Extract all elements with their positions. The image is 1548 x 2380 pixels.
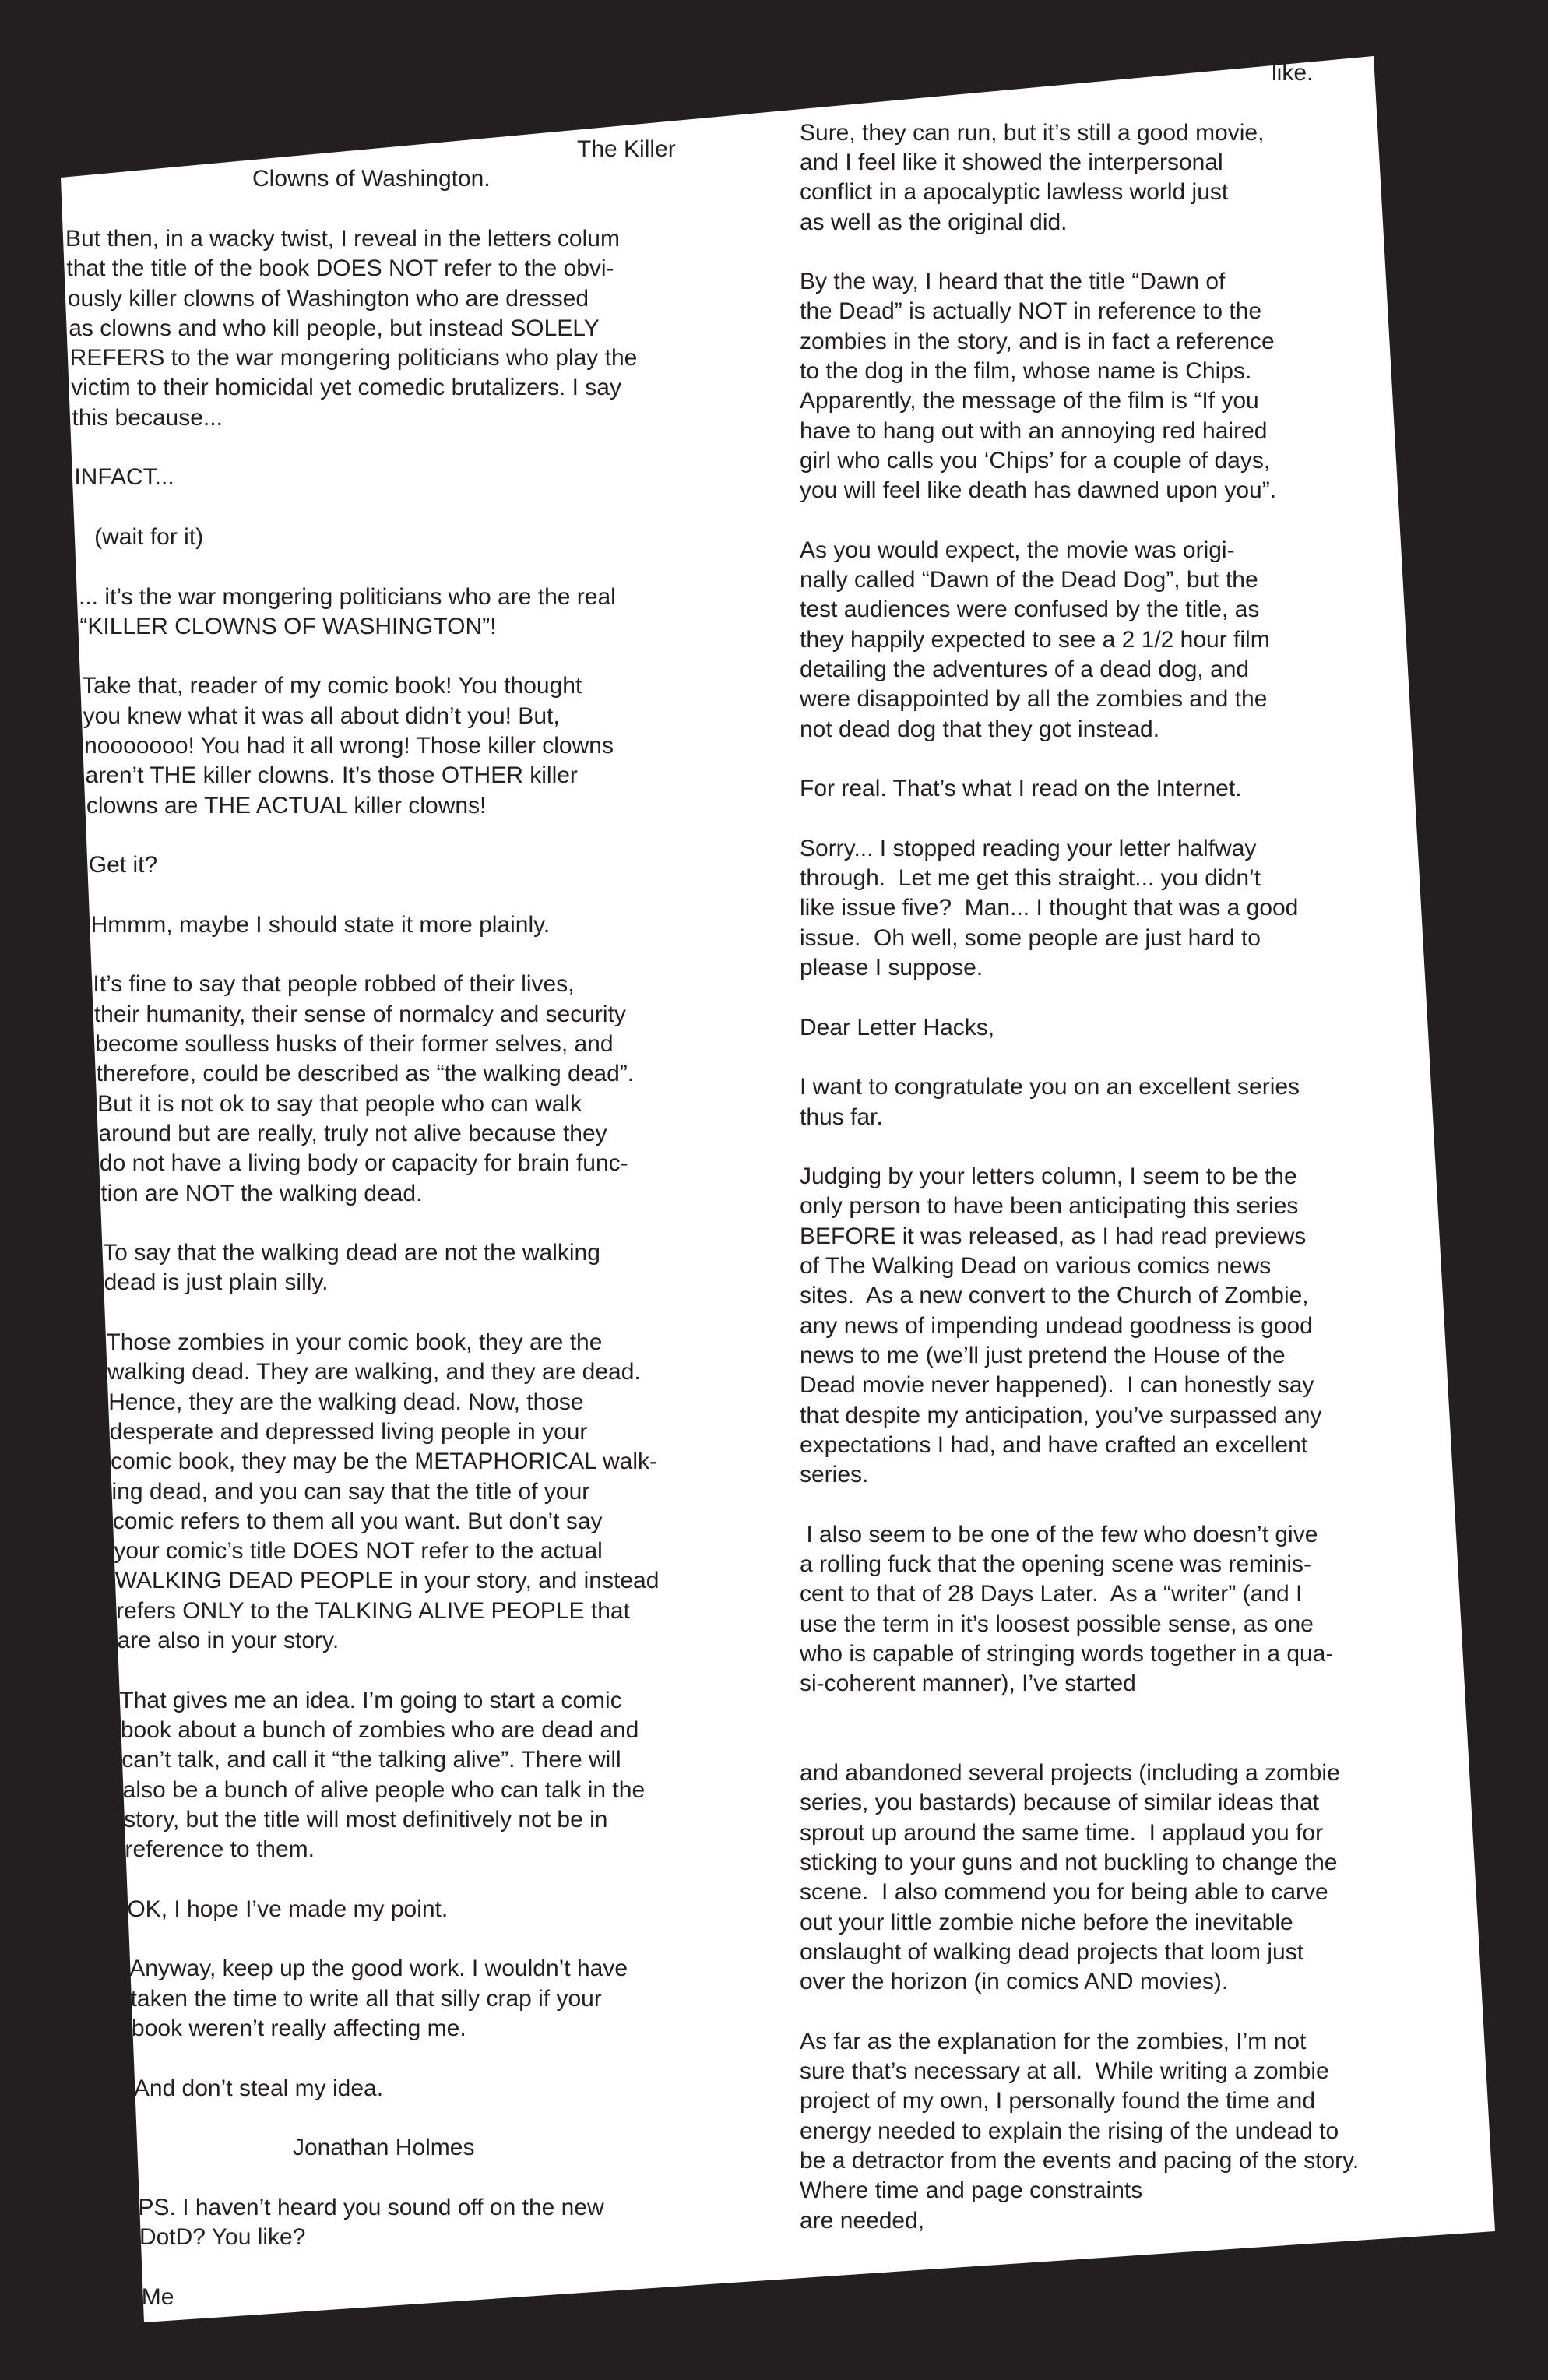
left-text-line: nooooooo! You had it all wrong! Those killer clowns [84, 733, 614, 759]
right-text-line: cent to that of 28 Days Later. As a “writer” (and I [800, 1581, 1303, 1607]
left-text-line: That gives me an idea. I’m going to start a comic [119, 1687, 622, 1713]
left-text-line: clowns are THE ACTUAL killer clowns! [86, 792, 487, 819]
right-text-line: test audiences were confused by the title, as [800, 597, 1260, 623]
left-text-line: DotD? You like? [139, 2224, 306, 2250]
left-text-line: WALKING DEAD PEOPLE in your story, and instead [114, 1568, 660, 1594]
left-text-line: aren’t THE killer clowns. It’s those OTHER killer [85, 762, 578, 789]
left-text-line: victim to their homicidal yet comedic brutalizers. I say [71, 375, 621, 401]
right-text-line: sites. As a new convert to the Church of Zombie, [800, 1283, 1309, 1309]
left-text-line: It’s fine to say that people robbed of their lives, [93, 971, 575, 998]
right-text-line: As far as the explanation for the zombies, I’m not [800, 2028, 1307, 2054]
right-text-line: and abandoned several projects (including a zombie [800, 1760, 1340, 1787]
right-text-line: scene. I also commend you for being able to carve [800, 1879, 1328, 1906]
right-text-line: sticking to your guns and not buckling to change the [800, 1850, 1338, 1875]
right-text-line: zombies in the story, and is in fact a reference [800, 328, 1275, 354]
left-text-line: But it is not ok to say that people who can walk [97, 1090, 582, 1117]
right-text-line: please I suppose. [800, 955, 983, 981]
right-text-line: Judging by your letters column, I seem to be the [800, 1164, 1297, 1190]
left-text-line: their humanity, their sense of normalcy and security [93, 1001, 626, 1027]
right-text-line: sure that’s necessary at all. While writing a zombie [800, 2058, 1329, 2085]
left-text-line: Jonathan Holmes [293, 2135, 475, 2161]
right-text-line: out your little zombie niche before the inevitable [800, 1909, 1293, 1935]
left-text-line: dead is just plain silly. [104, 1269, 329, 1296]
left-text-line: Anyway, keep up the good work. I wouldn’t have [129, 1956, 628, 1982]
right-text-line: use the term in it’s loosest possible sense, as one [800, 1611, 1314, 1637]
right-text-line: series, you bastards) because of similar ideas that [800, 1790, 1319, 1816]
right-text-line: I also seem to be one of the few who doesn’t give [800, 1521, 1318, 1547]
right-text-line: through. Let me get this straight... you didn’t [800, 865, 1261, 892]
right-text-line: Where time and page constraints [800, 2178, 1143, 2204]
right-text-line: as well as the original did. [800, 209, 1068, 235]
right-text-line: you will feel like death has dawned upon you”. [800, 477, 1277, 504]
left-text-line: do not have a living body or capacity for brain func- [99, 1150, 628, 1177]
right-text-line: of The Walking Dead on various comics news [800, 1253, 1272, 1279]
right-text-line: to the dog in the film, whose name is Chips. [800, 358, 1252, 384]
right-text-line: conflict in a apocalyptic lawless world just [800, 179, 1229, 206]
right-text-line: issue. Oh well, some people are just hard to [800, 924, 1261, 951]
right-text-line: detailing the adventures of a dead dog, and [800, 657, 1250, 682]
left-text-line: taken the time to write all that silly crap if your [130, 1985, 602, 2012]
right-text-line: thus far. [800, 1104, 883, 1130]
right-text-line: that despite my anticipation, you’ve surpassed any [800, 1402, 1322, 1428]
left-text-line: Get it? [88, 852, 158, 878]
left-text-line: ing dead, and you can say that the title of your [111, 1478, 590, 1505]
right-text-line: they happily expected to see a 2 1/2 hour film [800, 626, 1270, 653]
left-text-line: INFACT... [74, 464, 174, 491]
left-text-line: Those zombies in your comic book, they are the [106, 1329, 603, 1355]
left-text-line: (wait for it) [94, 523, 204, 550]
right-text-line: a rolling fuck that the opening scene was reminis- [800, 1551, 1312, 1577]
right-text-line: and I feel like it showed the interpersonal [800, 149, 1223, 175]
left-text-line: Take that, reader of my comic book! You thought [82, 673, 582, 699]
left-text-line: also be a bunch of alive people who can talk in the [122, 1776, 646, 1803]
left-text-line: Clowns of Washington. [252, 166, 491, 192]
right-text-line: were disappointed by all the zombies and the [800, 686, 1268, 713]
left-text-line: The Killer [577, 136, 676, 162]
left-text-line: comic book, they may be the METAPHORICAL walk- [111, 1449, 657, 1475]
left-text-line: Hmmm, maybe I should state it more plainly. [90, 911, 551, 938]
left-text-line: book about a bunch of zombies who are dead and [120, 1716, 639, 1743]
right-text-line: like issue five? Man... I thought that was a good [800, 895, 1299, 921]
left-text-line: walking dead. They are walking, and they are dead. [107, 1359, 641, 1385]
right-text-line: I want to congratulate you on an excellent series [800, 1074, 1300, 1100]
left-text-line: comic refers to them all you want. But don’t say [112, 1508, 603, 1534]
right-text-line: BEFORE it was released, as I had read previews [800, 1223, 1307, 1249]
right-text-line: are needed, [800, 2207, 925, 2234]
left-text-line: as clowns and who kill people, but instead SOLELY [69, 315, 600, 341]
left-text-line: this because... [72, 404, 223, 431]
right-text-line: not dead dog that they got instead. [800, 716, 1160, 742]
left-text-line: OK, I hope I’ve made my point. [127, 1896, 449, 1922]
left-text-line: Hence, they are the walking dead. Now, those [108, 1389, 584, 1415]
left-text-line: “KILLER CLOWNS OF WASHINGTON”! [79, 613, 497, 639]
left-text-line: book weren’t really affecting me. [132, 2015, 466, 2041]
right-text-line: nally called “Dawn of the Dead Dog”, but the [800, 567, 1258, 593]
left-text-line: story, but the title will most definitively not be in [124, 1806, 608, 1833]
right-text-line: Sure, they can run, but it’s still a good movie, [800, 119, 1265, 146]
right-text-line: have to hang out with an annoying red haired [800, 417, 1268, 444]
left-text-line: But then, in a wacky twist, I reveal in the letters colum [65, 225, 620, 252]
left-text-line: reference to them. [125, 1836, 315, 1863]
left-text-line: tion are NOT the walking dead. [100, 1180, 423, 1206]
right-text-line: si-coherent manner), I’ve started [800, 1671, 1136, 1697]
left-text-line: around but are really, truly not alive because they [98, 1120, 607, 1146]
left-text-line: desperate and depressed living people in your [109, 1418, 588, 1445]
right-text-line: series. [800, 1462, 869, 1488]
right-text-line: over the horizon (in comics AND movies). [800, 1969, 1229, 1995]
right-text-line: expectations I had, and have crafted an excellent [800, 1431, 1308, 1458]
left-text-line: can’t talk, and call it “the talking alive”. There will [121, 1747, 621, 1773]
right-text-line: only person to have been anticipating this series [800, 1193, 1299, 1220]
right-text-line: By the way, I heard that the title “Dawn of [800, 269, 1226, 295]
left-text-line: PS. I haven’t heard you sound off on the new [138, 2194, 604, 2220]
left-text-line: refers ONLY to the TALKING ALIVE PEOPLE that [116, 1597, 630, 1624]
right-text-line: Dead movie never happened). I can honestly say [800, 1372, 1314, 1399]
left-text-line: become soulless husks of their former selves, and [95, 1031, 614, 1057]
right-text-line: the Dead” is actually NOT in reference to the [800, 298, 1262, 325]
left-text-line: that the title of the book DOES NOT refer to the obvi- [66, 255, 614, 282]
left-text-line: To say that the walking dead are not the walking [103, 1240, 600, 1266]
right-text-line: news to me (we’ll just pretend the House of the [800, 1342, 1286, 1368]
right-text-line: onslaught of walking dead projects that loom just [800, 1938, 1304, 1965]
right-text-line: sprout up around the same time. I applaud you for [800, 1819, 1324, 1846]
left-text-line: ... it’s the war mongering politicians who are the real [79, 583, 616, 610]
right-text-line: Apparently, the message of the film is “If you [800, 388, 1259, 414]
right-text-line: For real. That’s what I read on the Internet. [800, 776, 1242, 802]
right-text-line: Dear Letter Hacks, [800, 1014, 995, 1040]
right-text-line: be a detractor from the events and pacing of the story. [800, 2148, 1360, 2174]
left-text-line: your comic’s title DOES NOT refer to the actual [114, 1538, 603, 1565]
right-text-line: any news of impending undead goodness is good [800, 1312, 1313, 1339]
right-text-line: project of my own, I personally found the time and [800, 2088, 1316, 2114]
right-text-line: Sorry... I stopped reading your letter halfway [800, 835, 1257, 861]
right-text-line: girl who calls you ‘Chips’ for a couple of days, [800, 447, 1271, 474]
left-text-line: you knew what it was all about didn’t you! But, [83, 702, 560, 729]
left-text-line: REFERS to the war mongering politicians who play the [69, 345, 638, 371]
left-text-line: are also in your story. [117, 1628, 340, 1653]
left-text-line: ously killer clowns of Washington who are dressed [67, 285, 589, 312]
right-text-line: who is capable of stringing words together in a qua- [800, 1640, 1334, 1667]
right-text-line: As you would expect, the movie was origi- [800, 537, 1235, 563]
left-text-line: And don’t steal my idea. [133, 2075, 384, 2101]
right-text-line: energy needed to explain the rising of the undead to [800, 2118, 1339, 2144]
left-text-line: therefore, could be described as “the walking dead”. [96, 1061, 635, 1087]
left-text-line: Me [141, 2283, 174, 2310]
right-text-line: like. [1272, 60, 1314, 86]
